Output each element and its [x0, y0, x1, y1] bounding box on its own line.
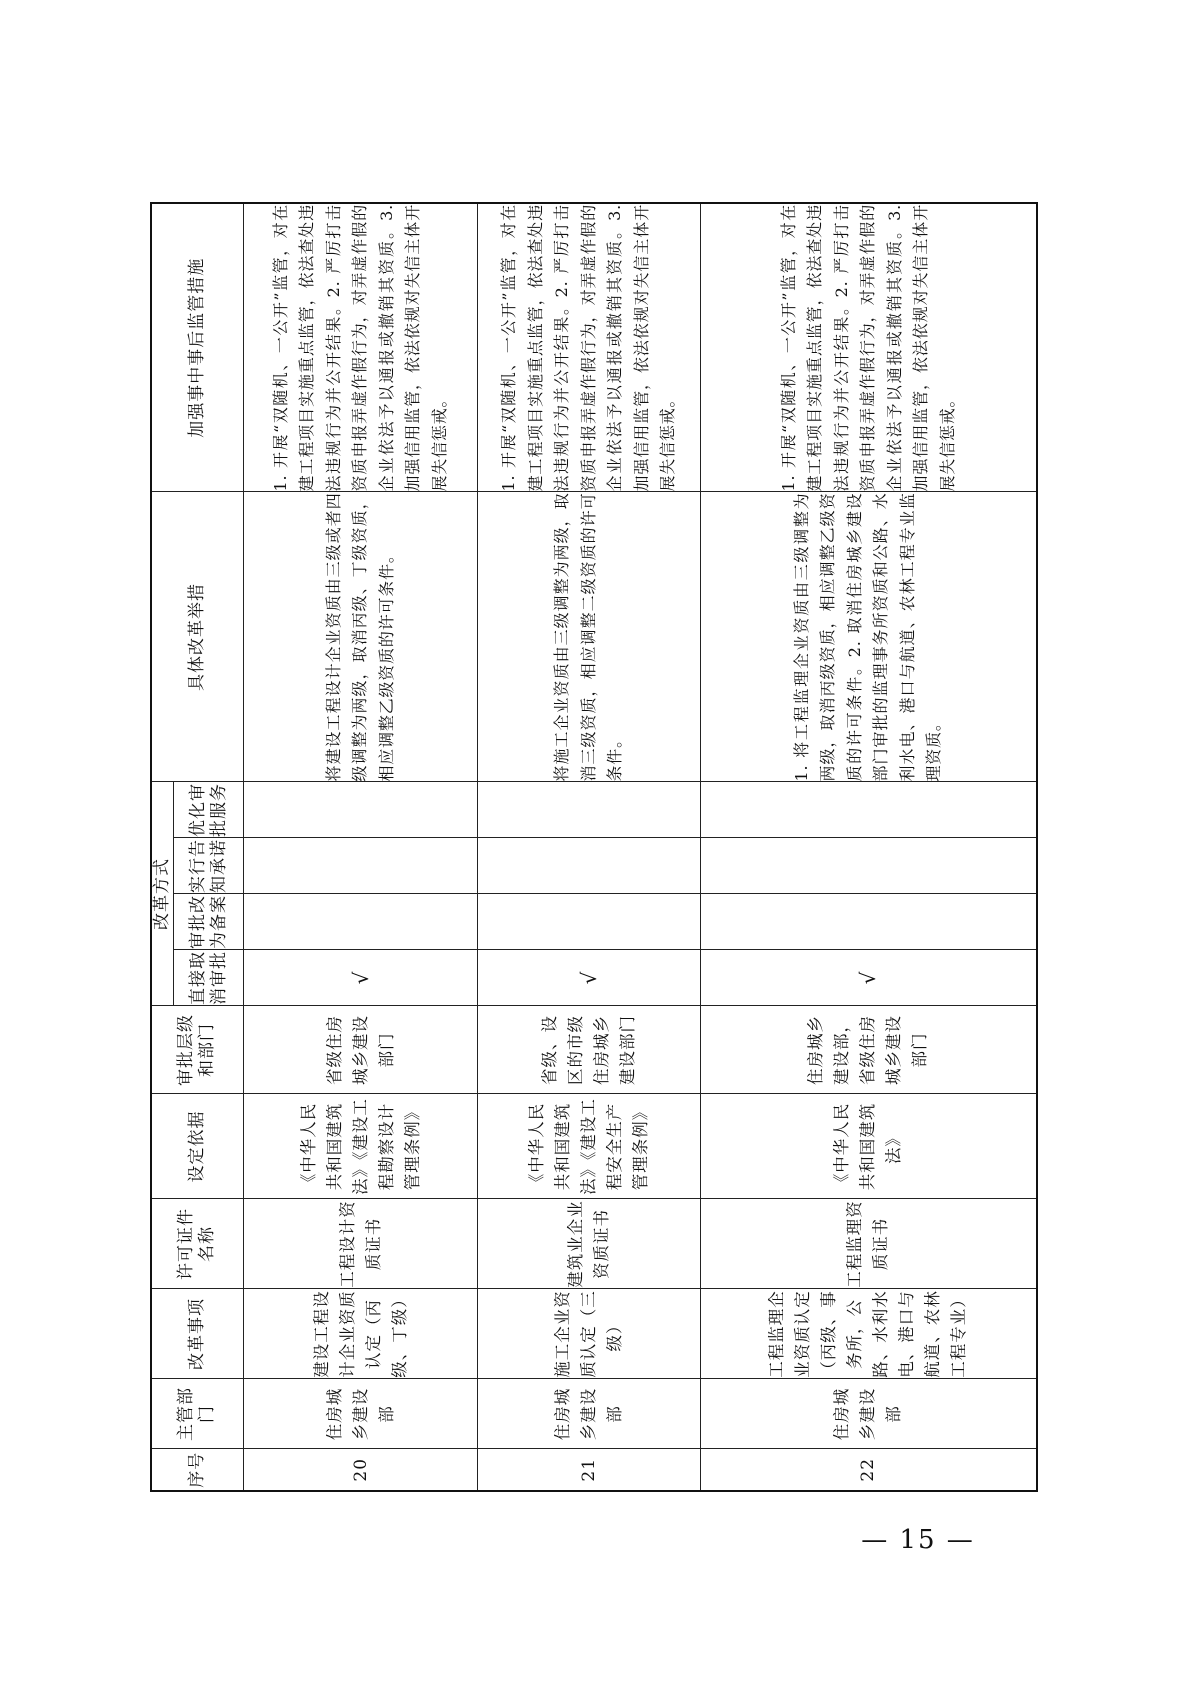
row-seq: 20: [243, 1449, 478, 1491]
header-basis: 设定依据: [151, 1094, 243, 1199]
row-seq: 22: [700, 1449, 1037, 1491]
row-license: 工程监理资质证书: [700, 1199, 1037, 1289]
header-mode-cancel: 直接取消审批: [174, 950, 243, 1006]
row-dept: 住房城乡建设部: [478, 1379, 700, 1449]
header-license: 许可证件名称: [151, 1199, 243, 1289]
row-mode-record: [700, 894, 1037, 950]
table-row: [243, 203, 478, 1491]
row-approval: 住房城乡建设部，省级住房城乡建设部门: [700, 1006, 1037, 1094]
rotated-table-container: [150, 204, 1038, 1492]
header-dept: 主管部门: [151, 1379, 243, 1449]
row-license: 工程设计资质证书: [243, 1199, 478, 1289]
row-item: 工程监理企业资质认定（丙级、事务所，公路、水利水电、港口与航道、农林工程专业）: [700, 1289, 1037, 1379]
row-measures: 1. 将工程监理企业资质由三级调整为两级，取消丙级资质，相应调整乙级资质的许可条件。2. 取消住房城乡建设部门审批的监理事务所资质和公路、水利水电、港口与航道、农林工程专业监理资质。: [700, 492, 1037, 782]
row-mode-cancel: √: [700, 950, 1037, 1006]
row-basis: 《中华人民共和国建筑法》: [700, 1094, 1037, 1199]
row-mode-optimize: [243, 782, 478, 838]
row-mode-record: [243, 894, 478, 950]
header-approval: 审批层级和部门: [151, 1006, 243, 1094]
row-approval: 省级住房城乡建设部门: [243, 1006, 478, 1094]
row-license: 建筑业企业资质证书: [478, 1199, 700, 1289]
table-row: [478, 203, 700, 1491]
row-mode-promise: [700, 838, 1037, 894]
row-mode-promise: [243, 838, 478, 894]
row-dept: 住房城乡建设部: [243, 1379, 478, 1449]
header-reform-mode: 改革方式: [151, 782, 174, 1006]
table-row: [700, 203, 1037, 1491]
row-seq: 21: [478, 1449, 700, 1491]
header-item: 改革事项: [151, 1289, 243, 1379]
header-row-1: [151, 203, 174, 1491]
row-approval: 省级、设区的市级住房城乡建设部门: [478, 1006, 700, 1094]
row-mode-promise: [478, 838, 700, 894]
row-supervision: 1. 开展“双随机、一公开”监管，对在建工程项目实施重点监管，依法查处违法违规行为并公开结果。2. 严厉打击资质申报弄虚作假行为，对弄虚作假的企业依法予以通报或撤销其资质。3. 加强信用监管，依法依规对失信主体开展失信惩戒。: [700, 203, 1037, 492]
header-mode-optimize: 优化审批服务: [174, 782, 243, 838]
row-supervision: 1. 开展“双随机、一公开”监管，对在建工程项目实施重点监管，依法查处违法违规行为并公开结果。2. 严厉打击资质申报弄虚作假行为，对弄虚作假的企业依法予以通报或撤销其资质。3. 加强信用监管，依法依规对失信主体开展失信惩戒。: [243, 203, 478, 492]
row-mode-cancel: √: [243, 950, 478, 1006]
row-mode-optimize: [700, 782, 1037, 838]
row-item: 施工企业资质认定（三级）: [478, 1289, 700, 1379]
row-mode-cancel: √: [478, 950, 700, 1006]
row-mode-record: [478, 894, 700, 950]
page-number: — 15 —: [861, 1525, 975, 1555]
row-measures: 将建设工程设计企业资质由三级或者四级调整为两级，取消丙级、丁级资质，相应调整乙级资质的许可条件。: [243, 492, 478, 782]
header-mode-promise: 实行告知承诺: [174, 838, 243, 894]
row-basis: 《中华人民共和国建筑法》《建设工程安全生产管理条例》: [478, 1094, 700, 1199]
reform-table: [150, 202, 1038, 1492]
header-supervision: 加强事中事后监管措施: [151, 203, 243, 492]
row-item: 建设工程设计企业资质认定（丙级、丁级）: [243, 1289, 478, 1379]
header-measures: 具体改革举措: [151, 492, 243, 782]
header-mode-record: 审批改为备案: [174, 894, 243, 950]
row-mode-optimize: [478, 782, 700, 838]
header-seq: 序号: [151, 1449, 243, 1491]
row-dept: 住房城乡建设部: [700, 1379, 1037, 1449]
row-supervision: 1. 开展“双随机、一公开”监管，对在建工程项目实施重点监管，依法查处违法违规行为并公开结果。2. 严厉打击资质申报弄虚作假行为，对弄虚作假的企业依法予以通报或撤销其资质。3. 加强信用监管，依法依规对失信主体开展失信惩戒。: [478, 203, 700, 492]
row-measures: 将施工企业资质由三级调整为两级，取消三级资质，相应调整二级资质的许可条件。: [478, 492, 700, 782]
row-basis: 《中华人民共和国建筑法》《建设工程勘察设计管理条例》: [243, 1094, 478, 1199]
